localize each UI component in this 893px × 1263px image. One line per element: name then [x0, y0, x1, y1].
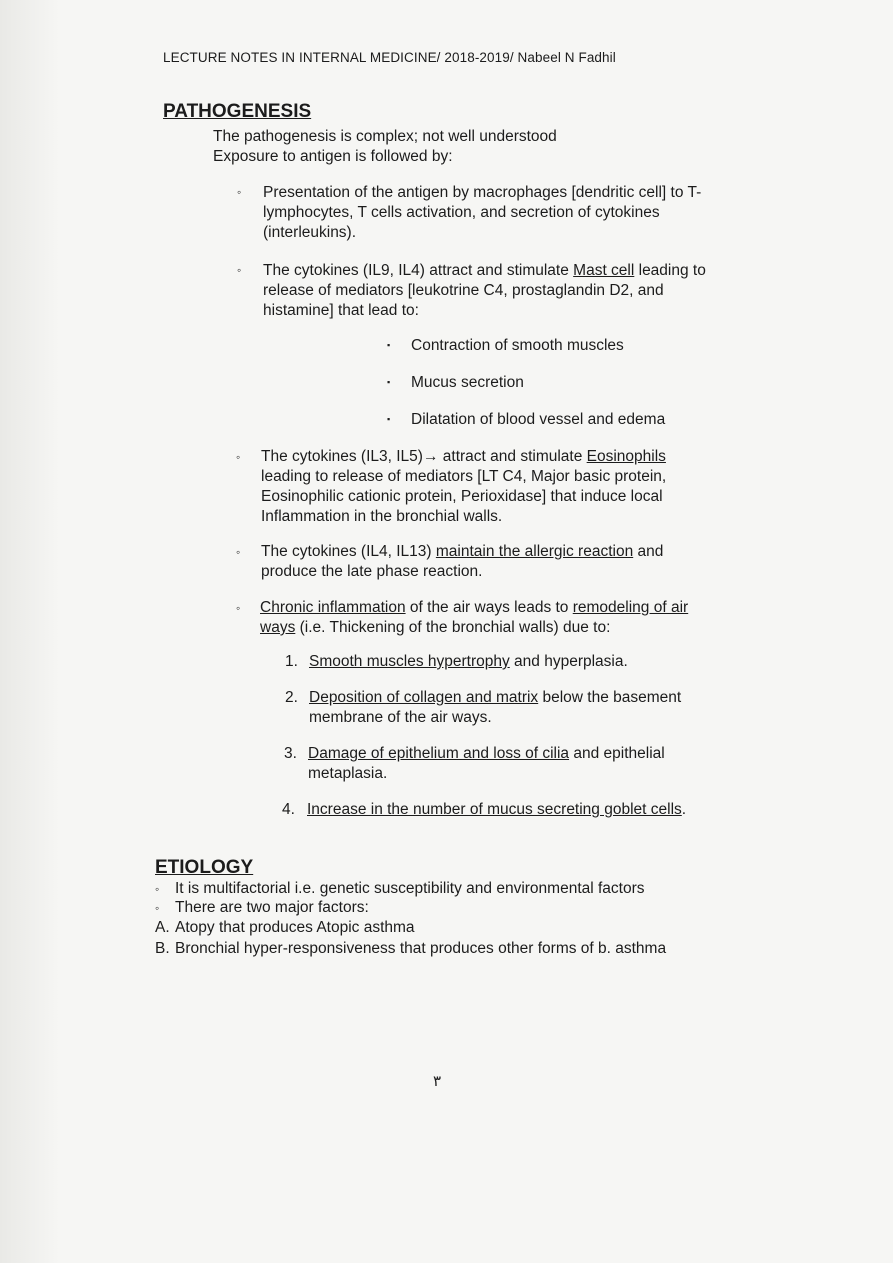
- numbered-item: [307, 800, 767, 820]
- underlined-term: Mast cell: [573, 262, 635, 279]
- etiology-bullet: There are two major factors:: [175, 899, 369, 916]
- numbered-item-marker: 3.: [284, 745, 297, 762]
- underlined-term: maintain the allergic reaction: [435, 543, 634, 560]
- underlined-term: remodeling of air: [572, 599, 689, 616]
- etiology-factor-letter: B.: [155, 940, 170, 957]
- page-number: ٣: [433, 1073, 442, 1090]
- numbered-item-line: [309, 688, 749, 708]
- pathogenesis-intro-line-2: Exposure to antigen is followed by:: [213, 148, 453, 165]
- list-item-line: [263, 261, 763, 281]
- underlined-term: Chronic inflammation: [260, 599, 406, 616]
- text-span: below the basement: [538, 689, 682, 706]
- etiology-bullet: It is multifactorial i.e. genetic susceptibility and environmental factors: [175, 880, 645, 897]
- sub-list-item: Mucus secretion: [411, 374, 524, 391]
- numbered-item-marker: 2.: [285, 689, 298, 706]
- underlined-term: Damage of epithelium and loss of cilia: [308, 745, 570, 762]
- text-span: The cytokines (IL9, IL4) attract and stimulate: [263, 262, 574, 279]
- sub-list-item: Contraction of smooth muscles: [411, 337, 624, 354]
- numbered-item-line: membrane of the air ways.: [309, 709, 492, 726]
- list-item: [263, 261, 763, 321]
- text-span: The cytokines (IL3, IL5)→ attract and stimulate: [261, 448, 587, 465]
- list-item-line: leading to release of mediators [LT C4, Major basic protein,: [261, 468, 667, 485]
- bullet-icon: ◦: [155, 882, 160, 896]
- numbered-item-marker: 4.: [282, 801, 295, 818]
- list-item-line: Presentation of the antigen by macrophages [dendritic cell] to T-: [263, 184, 702, 201]
- etiology-factor: Bronchial hyper-responsiveness that produces other forms of b. asthma: [175, 940, 667, 957]
- numbered-item: [309, 688, 749, 728]
- scan-edge-shadow: [0, 0, 60, 1263]
- list-item-line: histamine] that lead to:: [263, 302, 419, 319]
- text-span: The cytokines (IL4, IL13): [261, 543, 436, 560]
- page-header: LECTURE NOTES IN INTERNAL MEDICINE/ 2018-2019/ Nabeel N Fadhil: [163, 50, 616, 65]
- underlined-term: Deposition of collagen and matrix: [309, 689, 539, 706]
- bullet-icon: ◦: [237, 263, 242, 277]
- list-item-line: Eosinophilic cationic protein, Perioxidase] that induce local: [261, 488, 663, 505]
- bullet-icon: ◦: [155, 901, 160, 915]
- pathogenesis-heading: PATHOGENESIS: [163, 101, 312, 122]
- bullet-icon: ◦: [236, 450, 241, 464]
- list-item: [260, 598, 760, 638]
- text-span: and epithelial: [569, 745, 665, 762]
- sub-list-item: Dilatation of blood vessel and edema: [411, 411, 666, 428]
- text-span: leading to: [634, 262, 706, 279]
- list-item-line: release of mediators [leukotrine C4, prostaglandin D2, and: [263, 282, 664, 299]
- underlined-term: Eosinophils: [586, 448, 666, 465]
- etiology-factor-letter: A.: [155, 919, 170, 936]
- text-span: .: [681, 801, 687, 818]
- list-item-line: [260, 598, 760, 618]
- numbered-item-marker: 1.: [285, 653, 298, 670]
- etiology-factor: Atopy that produces Atopic asthma: [175, 919, 415, 936]
- numbered-item: [309, 652, 749, 672]
- list-item-line: [260, 618, 760, 638]
- list-item-line: (interleukins).: [263, 224, 357, 241]
- underlined-term: ways: [260, 619, 296, 636]
- bullet-icon: ◦: [237, 185, 242, 199]
- underlined-term: Increase in the number of mucus secreting goblet cells: [307, 801, 682, 818]
- square-bullet-icon: ▪: [387, 377, 391, 387]
- list-item-line: produce the late phase reaction.: [261, 563, 483, 580]
- list-item-line: Inflammation in the bronchial walls.: [261, 508, 503, 525]
- etiology-heading: ETIOLOGY: [155, 857, 254, 878]
- list-item: [261, 447, 761, 527]
- list-item: [261, 542, 761, 582]
- numbered-item-line: [308, 744, 748, 764]
- square-bullet-icon: ▪: [387, 414, 391, 424]
- bullet-icon: ◦: [236, 601, 241, 615]
- pathogenesis-intro-line-1: The pathogenesis is complex; not well understood: [213, 128, 557, 145]
- text-span: and hyperplasia.: [509, 653, 628, 670]
- list-item-line: [261, 542, 761, 562]
- bullet-icon: ◦: [236, 545, 241, 559]
- numbered-item-line: [309, 652, 749, 672]
- square-bullet-icon: ▪: [387, 340, 391, 350]
- numbered-item: [308, 744, 748, 784]
- list-item-line: [261, 447, 761, 467]
- numbered-item-line: [307, 800, 767, 820]
- underlined-term: Smooth muscles hypertrophy: [309, 653, 510, 670]
- text-span: (i.e. Thickening of the bronchial walls) due to:: [295, 619, 611, 636]
- numbered-item-line: metaplasia.: [308, 765, 388, 782]
- list-item-line: lymphocytes, T cells activation, and secretion of cytokines: [263, 204, 660, 221]
- text-span: and: [633, 543, 664, 560]
- list-item: [263, 183, 763, 243]
- text-span: of the air ways leads to: [405, 599, 573, 616]
